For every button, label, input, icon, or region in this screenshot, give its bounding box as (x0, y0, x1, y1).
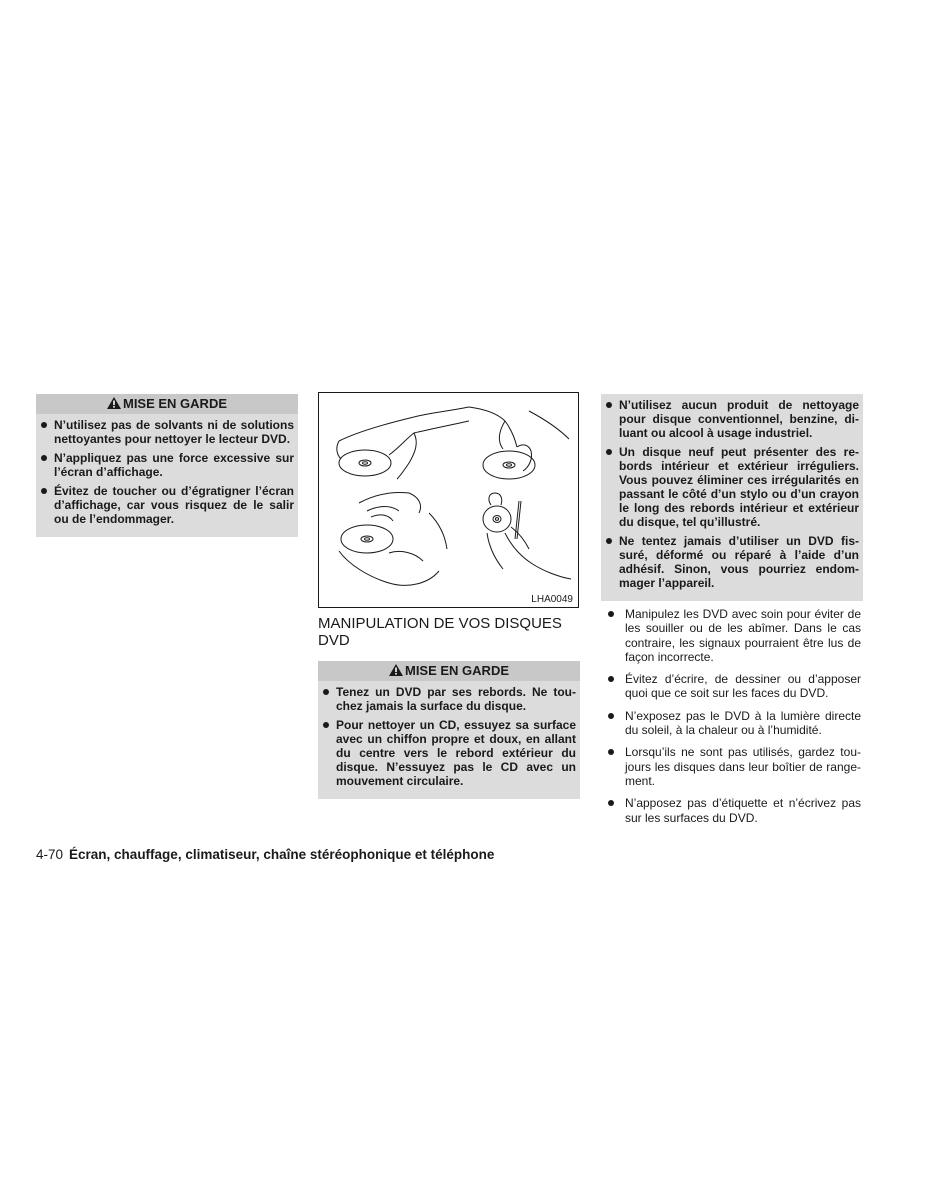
caution-item: N’appliquez pas une force excessive sur l’écran d’affichage. (36, 451, 298, 479)
disc-top-right (469, 407, 569, 479)
caution-title: MISE EN GARDE (122, 396, 227, 411)
disc-bottom-left (339, 492, 447, 585)
caution-item: Tenez un DVD par ses rebords. Ne touchez jamais la surface du disque. (318, 685, 580, 713)
caution-item: N’utilisez pas de solvants ni de solutions nettoyantes pour nettoyer le lecteur DVD. (36, 418, 298, 446)
caution-item: N’utilisez aucun produit de nettoyage pour disque conventionnel, benzine, diluant ou alcool à usage industriel. (601, 398, 863, 440)
handling-tips (601, 607, 865, 833)
chapter-title: Écran, chauffage, climatiseur, chaîne stéréophonique et téléphone (69, 847, 495, 862)
figure-id: LHA0049 (531, 594, 573, 605)
section-title: MANIPULATION DE VOS DISQUES DVD (318, 615, 562, 649)
warning-triangle-icon (389, 664, 403, 676)
caution-item: Pour nettoyer un CD, essuyez sa surface avec un chiffon propre et doux, en allant du centre vers le rebord extérieur du disque. N’essuyez pas le CD avec un mouvement circulaire. (318, 718, 580, 788)
caution-box-middle (318, 661, 580, 799)
caution-box-left (36, 394, 298, 537)
caution-list (601, 398, 863, 590)
caution-title: MISE EN GARDE (404, 663, 509, 678)
caution-box-right (601, 394, 863, 601)
caution-header (36, 394, 298, 414)
page-footer (36, 847, 494, 862)
tip-item: N’apposez pas d’étiquette et n’écrivez pas sur les surfaces du DVD. (601, 796, 865, 825)
caution-item: Un disque neuf peut présenter des rebords intérieur et extérieur irréguliers. Vous pouvez éliminer ces irrégularités en passant le côté d’un stylo ou d’un crayon le long des rebords intérieur et extérieur du disque, tel qu’illustré. (601, 445, 863, 529)
disc-bottom-right (483, 493, 571, 579)
disc-top-left (337, 407, 469, 479)
disc-handling-drawing (319, 393, 578, 607)
tips-list (601, 607, 865, 825)
tip-item: N’exposez pas le DVD à la lumière directe du soleil, à la chaleur ou à l’humidité. (601, 709, 865, 738)
caution-header (318, 661, 580, 681)
caution-item: Ne tentez jamais d’utiliser un DVD fissuré, déformé ou réparé à l’aide d’un adhésif. Sinon, vous pourriez endommager l’appareil. (601, 534, 863, 590)
tip-item: Évitez d’écrire, de dessiner ou d’apposer quoi que ce soit sur les faces du DVD. (601, 672, 865, 701)
disc-handling-illustration (318, 392, 579, 608)
page-number: 4-70 (36, 847, 64, 862)
warning-triangle-icon (107, 397, 121, 409)
caution-list (36, 418, 298, 526)
tip-item: Manipulez les DVD avec soin pour éviter de les souiller ou de les abîmer. Dans le cas contraire, les signaux pourraient être lus de façon incorrecte. (601, 607, 865, 664)
tip-item: Lorsqu’ils ne sont pas utilisés, gardez toujours les disques dans leur boîtier de rangement. (601, 745, 865, 788)
caution-item: Évitez de toucher ou d’égratigner l’écran d’affichage, car vous risquez de le salir ou de l’endommager. (36, 484, 298, 526)
caution-list (318, 685, 580, 788)
